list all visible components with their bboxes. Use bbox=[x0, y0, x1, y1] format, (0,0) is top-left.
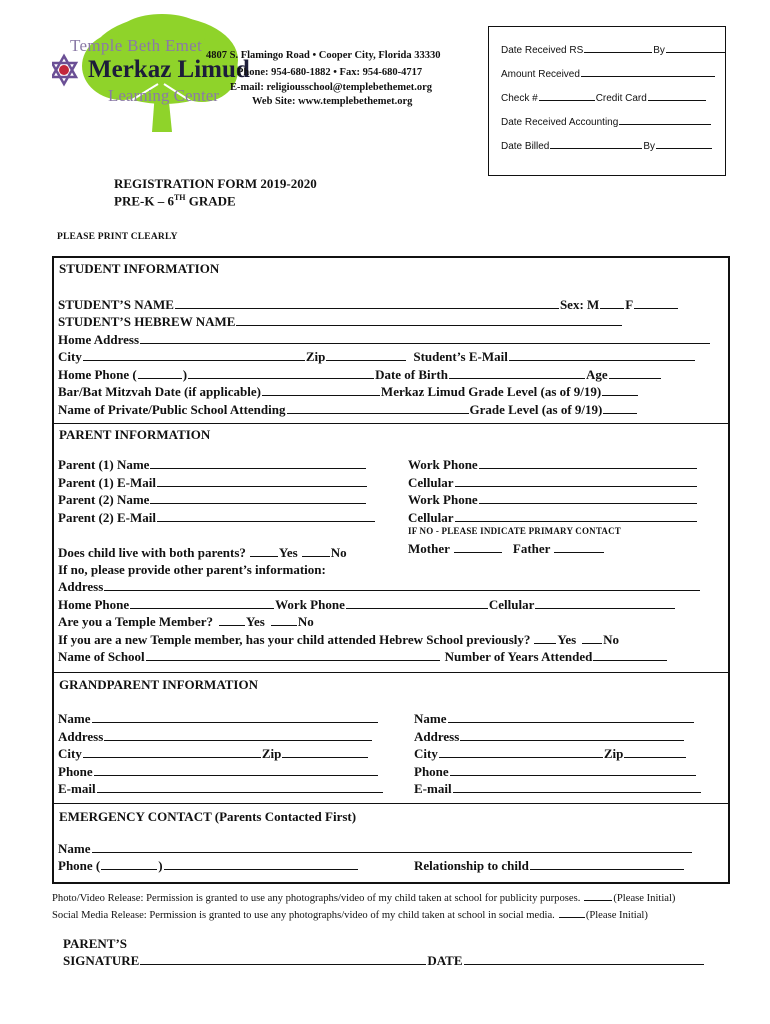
emergency-relationship-field[interactable]: Relationship to child bbox=[414, 857, 685, 874]
new-member-hebrew-school-field[interactable]: If you are a new Temple member, has your child attended Hebrew School previously? Yes No bbox=[58, 632, 620, 647]
check-label: Check # bbox=[501, 93, 538, 104]
signature-field[interactable]: SIGNATURE DATE bbox=[63, 953, 705, 969]
student-name-field[interactable]: STUDENT’S NAME Sex: M F bbox=[58, 296, 679, 313]
grandparent1-name-field[interactable]: Name bbox=[58, 710, 379, 727]
other-parent-note: If no, please provide other parent’s information: bbox=[58, 562, 326, 577]
grandparent1-address-field[interactable]: Address bbox=[58, 728, 373, 745]
section-divider bbox=[52, 672, 730, 673]
student-section-heading: STUDENT INFORMATION bbox=[59, 261, 220, 276]
logo-line-2: Merkaz Limud bbox=[88, 56, 250, 83]
home-phone-dob-age-field[interactable]: Home Phone ( ) Date of Birth Age bbox=[58, 366, 662, 383]
print-clearly-note: PLEASE PRINT CLEARLY bbox=[57, 232, 178, 242]
parent1-cellular-field[interactable]: Cellular bbox=[408, 474, 698, 491]
parent2-cellular-field[interactable]: Cellular bbox=[408, 509, 698, 526]
phone-fax-line: Phone: 954-680-1882 • Fax: 954-680-4717 bbox=[237, 67, 423, 78]
primary-contact-note: IF NO - PLEASE INDICATE PRIMARY CONTACT bbox=[408, 526, 621, 536]
parent2-email-field[interactable]: Parent (2) E-Mail bbox=[58, 509, 376, 526]
parent1-name-field[interactable]: Parent (1) Name bbox=[58, 456, 367, 473]
by-label-2: By bbox=[643, 141, 656, 152]
address-line: 4807 S. Flamingo Road • Cooper City, Florida 33330 bbox=[206, 50, 441, 61]
emergency-section-heading: EMERGENCY CONTACT (Parents Contacted First) bbox=[59, 809, 357, 824]
lives-with-both-field[interactable]: Does child live with both parents? Yes No bbox=[58, 545, 347, 560]
bar-bat-mitzvah-field[interactable]: Bar/Bat Mitzvah Date (if applicable) Merkaz Limud Grade Level (as of 9/19) bbox=[58, 383, 639, 400]
logo-line-1: Temple Beth Emet bbox=[70, 36, 203, 55]
grandparent-section-heading: GRANDPARENT INFORMATION bbox=[59, 677, 258, 692]
parents-label: PARENT’S bbox=[63, 936, 128, 951]
by-label: By bbox=[653, 45, 665, 56]
form-title: REGISTRATION FORM 2019-2020 bbox=[114, 176, 317, 191]
social-media-release[interactable]: Social Media Release: Permission is granted to use any photographs/video of my child taken at school in social media. (Please Initial) bbox=[52, 910, 648, 921]
email-line: E-mail: religiousschool@templebethemet.org bbox=[230, 82, 433, 93]
parent-section-heading: PARENT INFORMATION bbox=[59, 427, 211, 442]
grandparent2-phone-field[interactable]: Phone bbox=[414, 763, 697, 780]
city-zip-email-field[interactable]: City Zip Student’s E-Mail bbox=[58, 348, 696, 365]
other-parent-phones-field[interactable]: Home Phone Work Phone Cellular bbox=[58, 596, 676, 613]
section-divider bbox=[52, 803, 730, 804]
form-subtitle: PRE-K – 6TH GRADE bbox=[114, 193, 236, 209]
grandparent1-email-field[interactable]: E-mail bbox=[58, 780, 384, 797]
date-billed-label: Date Billed bbox=[501, 141, 550, 152]
star-of-david-icon bbox=[52, 56, 76, 84]
school-attending-field[interactable]: Name of Private/Public School Attending Grade Level (as of 9/19) bbox=[58, 401, 638, 418]
grandparent2-city-zip-field[interactable]: City Zip bbox=[414, 745, 687, 762]
parent2-name-field[interactable]: Parent (2) Name bbox=[58, 491, 367, 508]
primary-contact-field[interactable]: Mother Father bbox=[408, 540, 605, 557]
website-line: Web Site: www.templebethemet.org bbox=[252, 96, 413, 107]
date-received-accounting-label: Date Received Accounting bbox=[501, 117, 619, 128]
grandparent2-name-field[interactable]: Name bbox=[414, 710, 695, 727]
student-hebrew-name-field[interactable]: STUDENT’S HEBREW NAME bbox=[58, 313, 623, 330]
grandparent2-address-field[interactable]: Address bbox=[414, 728, 685, 745]
logo-line-3: Learning Center bbox=[108, 86, 219, 105]
parent1-email-field[interactable]: Parent (1) E-Mail bbox=[58, 474, 368, 491]
grandparent2-email-field[interactable]: E-mail bbox=[414, 780, 702, 797]
grandparent1-city-zip-field[interactable]: City Zip bbox=[58, 745, 369, 762]
photo-video-release[interactable]: Photo/Video Release: Permission is granted to use any photographs/video of my child taken at school for publicity purposes. (Please Initial) bbox=[52, 893, 676, 904]
other-parent-address-field[interactable]: Address bbox=[58, 578, 701, 595]
emergency-phone-field[interactable]: Phone ( ) bbox=[58, 857, 359, 874]
office-use-box bbox=[488, 26, 726, 176]
section-divider bbox=[52, 423, 730, 424]
temple-member-field[interactable]: Are you a Temple Member? Yes No bbox=[58, 614, 314, 629]
parent2-work-phone-field[interactable]: Work Phone bbox=[408, 491, 698, 508]
parent1-work-phone-field[interactable]: Work Phone bbox=[408, 456, 698, 473]
home-address-field[interactable]: Home Address bbox=[58, 331, 711, 348]
emergency-name-field[interactable]: Name bbox=[58, 840, 693, 857]
credit-card-label: Credit Card bbox=[595, 93, 647, 104]
previous-school-field[interactable]: Name of School Number of Years Attended bbox=[58, 648, 668, 665]
grandparent1-phone-field[interactable]: Phone bbox=[58, 763, 379, 780]
date-received-rs-label: Date Received RS bbox=[501, 45, 584, 56]
amount-received-label: Amount Received bbox=[501, 69, 580, 80]
